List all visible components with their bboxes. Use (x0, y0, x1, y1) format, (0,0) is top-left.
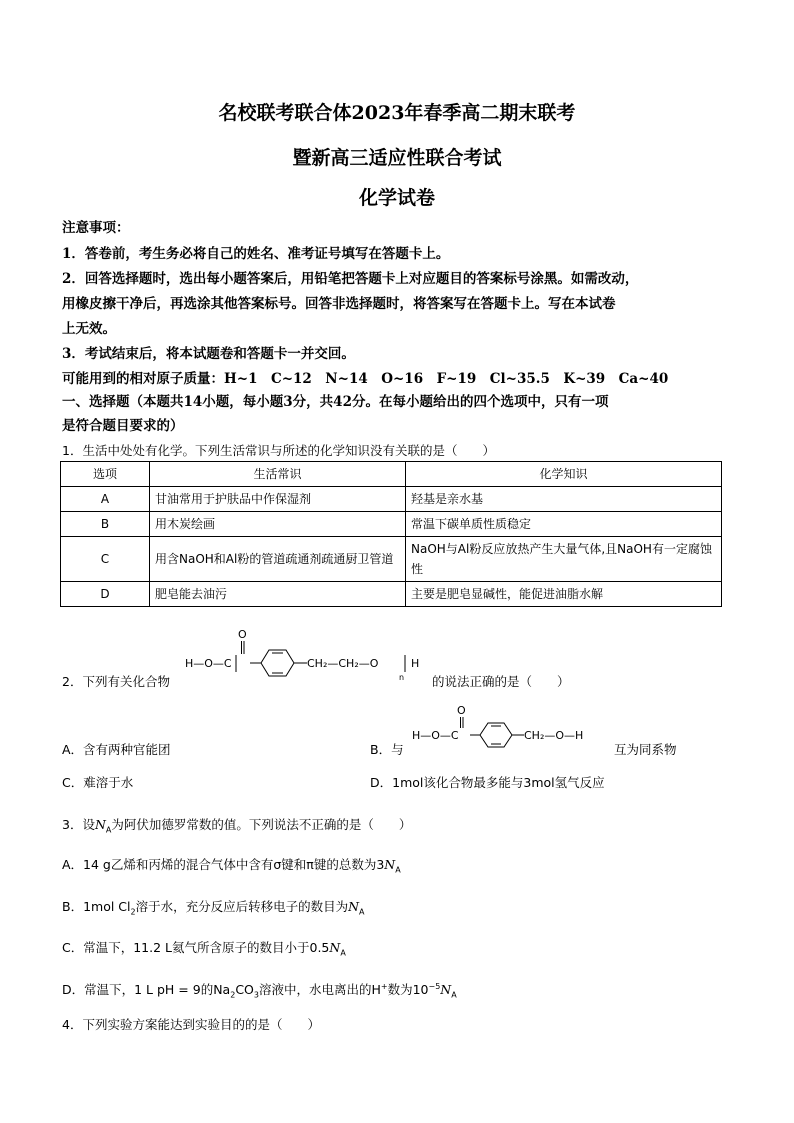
benzene-ring (261, 650, 294, 676)
row-option: C (61, 537, 150, 582)
table-header-row (61, 462, 722, 487)
note-1: 1．答卷前，考生务必将自己的姓名、准考证号填写在答题卡上。 (62, 246, 450, 262)
na-symbol: N (440, 982, 452, 997)
table-row (61, 537, 722, 582)
row-life: 用木炭绘画 (150, 512, 406, 537)
na-subscript: A (105, 825, 112, 835)
q3-option-d-text: D．常温下，1 L pH = 9的Na (62, 982, 231, 997)
exam-title: 名校联考联合体2023年春季高二期末联考 (218, 102, 576, 124)
note-2b: 用橡皮擦干净后，再选涂其他答案标号。回答非选择题时，将答案写在答题卡上。写在本试卷 (62, 296, 616, 312)
question-4-stem: 4．下列实验方案能达到实验目的的是（ ） (62, 1017, 320, 1032)
q3-stem-pre: 3．设 (62, 817, 95, 832)
carbonyl-oxygen: O (457, 704, 466, 717)
q3-option-b-text-2: 溶于水，充分反应后转移电子的数目为 (135, 899, 349, 914)
q3-option-d (62, 980, 457, 1000)
row-option: D (61, 582, 150, 607)
monomer-structure-svg (412, 702, 612, 757)
na-symbol: N (384, 857, 396, 872)
na-symbol: N (94, 817, 106, 832)
q3-option-b-text: B．1mol Cl (62, 899, 131, 914)
row-life: 肥皂能去油污 (150, 582, 406, 607)
question-2-stem-pre: 2．下列有关化合物 (62, 674, 170, 689)
row-chem: 羟基是亲水基 (406, 487, 722, 512)
row-option: B (61, 512, 150, 537)
na-subscript: A (395, 865, 401, 875)
exam-subtitle: 暨新高三适应性联合考试 (292, 147, 502, 169)
q2-option-b-post: 互为同系物 (614, 742, 677, 757)
benzene-ring (480, 723, 512, 747)
note-3: 3．考试结束后，将本试题卷和答题卡一并交回。 (62, 346, 355, 362)
h-plus-superscript: + (380, 981, 388, 991)
monomer-structure (412, 702, 612, 757)
na-symbol: N (348, 899, 360, 914)
ethoxy-group: CH₂—CH₂—O (307, 657, 379, 670)
row-life: 用含NaOH和Al粉的管道疏通剂疏通厨卫管道 (150, 537, 406, 582)
row-chem: NaOH与Al粉反应放热产生大量气体,且NaOH有一定腐蚀性 (406, 537, 722, 582)
section-heading-cont: 是符合题目要求的） (62, 418, 184, 434)
q2-option-d: D．1mol该化合物最多能与3mol氢气反应 (370, 775, 605, 790)
header-life: 生活常识 (150, 462, 406, 487)
polymer-structure-svg (183, 625, 433, 687)
q2-option-c: C．难溶于水 (62, 775, 134, 790)
question-1-stem: 1．生活中处处有化学。下列生活常识与所述的化学知识没有关联的是（ ） (62, 443, 495, 458)
q3-option-a-text: A．14 g乙烯和丙烯的混合气体中含有σ键和π键的总数为3 (62, 857, 385, 872)
row-chem: 主要是肥皂显碱性，能促进油脂水解 (406, 582, 722, 607)
q3-option-d-text-2: 溶液中，水电离出的H (258, 982, 381, 997)
table-row (61, 512, 722, 537)
carbonyl-oxygen: O (238, 628, 247, 641)
exponent-superscript: −5 (428, 981, 441, 991)
subject-title: 化学试卷 (358, 187, 435, 209)
co3-subscript: 3 (253, 990, 259, 1000)
row-chem: 常温下碳单质性质稳定 (406, 512, 722, 537)
q2-option-b-pre: B．与 (370, 742, 404, 757)
q2-option-a: A．含有两种官能团 (62, 742, 171, 757)
na-subscript: A (359, 907, 365, 917)
question-3-stem (62, 815, 411, 835)
na2-subscript: 2 (230, 990, 236, 1000)
q3-option-c (62, 938, 346, 958)
ho-c-group: H—O—C (412, 729, 459, 742)
na-subscript: A (340, 948, 346, 958)
q3-option-a (62, 855, 401, 875)
repeat-n: n (399, 673, 405, 682)
ho-c-group: H—O—C (185, 657, 232, 670)
notes-heading: 注意事项： (62, 220, 130, 236)
header-option: 选项 (61, 462, 150, 487)
question-1-table (60, 461, 722, 607)
section-heading: 一、选择题（本题共14小题，每小题3分，共42分。在每小题给出的四个选项中，只有一项 (62, 394, 609, 410)
q3-option-d-text-3: 数为10 (387, 982, 429, 997)
na-symbol: N (329, 940, 341, 955)
header-chem: 化学知识 (406, 462, 722, 487)
q3-stem-post: 为阿伏加德罗常数的值。下列说法不正确的是（ ） (111, 817, 412, 832)
co-text: CO (235, 982, 254, 997)
q3-option-b (62, 897, 365, 917)
polymer-structure (183, 625, 433, 687)
table-row (61, 487, 722, 512)
row-life: 甘油常用于护肤品中作保湿剂 (150, 487, 406, 512)
cl2-subscript: 2 (130, 907, 136, 917)
question-2-stem-post: 的说法正确的是（ ） (432, 674, 570, 689)
hydroxymethyl-group: CH₂—O—H (524, 729, 584, 742)
terminal-h: H (411, 657, 420, 670)
na-subscript: A (451, 990, 457, 1000)
note-2a: 2．回答选择题时，选出每小题答案后，用铅笔把答题卡上对应题目的答案标号涂黑。如需改动， (62, 271, 639, 287)
table-row (61, 582, 722, 607)
row-option: A (61, 487, 150, 512)
q3-option-c-text: C．常温下，11.2 L氦气所含原子的数目小于0.5 (62, 940, 330, 955)
note-2c: 上无效。 (62, 321, 116, 337)
atomic-mass-line: 可能用到的相对原子质量：H~1 C~12 N~14 O~16 F~19 Cl~35.5 K~39 Ca~40 (62, 371, 669, 387)
